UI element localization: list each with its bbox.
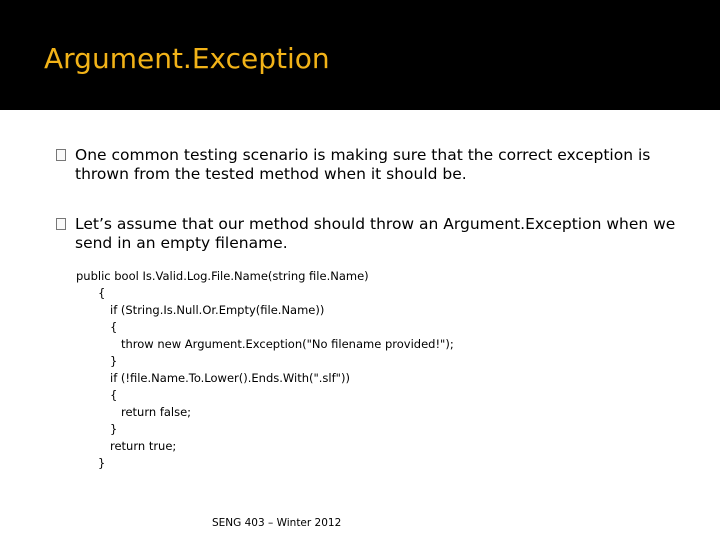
slide-title: Argument.Exception — [44, 42, 330, 75]
slide-footer: SENG 403 – Winter 2012 — [212, 517, 342, 529]
bullet-text-2: Let’s assume that our method should throw an Argument.Exception when we send in an empty filename. — [75, 215, 676, 252]
bullet-text-1: One common testing scenario is making sure that the correct exception is thrown from the tested method when it should be. — [75, 146, 651, 183]
code-line-6: } — [110, 354, 118, 368]
code-line-4: { — [110, 320, 118, 334]
code-block — [76, 268, 454, 472]
code-line-2: { — [98, 286, 106, 300]
code-line-11: return true; — [110, 439, 177, 453]
code-line-5: throw new Argument.Exception("No filename provided!"); — [121, 337, 454, 351]
code-line-7: if (!file.Name.To.Lower().Ends.With(".slf")) — [110, 371, 350, 385]
code-line-8: { — [110, 388, 118, 402]
code-line-12: } — [98, 456, 106, 470]
title-bar — [0, 0, 720, 110]
code-line-9: return false; — [121, 405, 192, 419]
code-line-10: } — [110, 422, 118, 436]
code-line-3: if (String.Is.Null.Or.Empty(file.Name)) — [110, 303, 325, 317]
bullet-square-icon — [56, 218, 66, 230]
bullet-square-icon — [56, 149, 66, 161]
code-line-1: public bool Is.Valid.Log.File.Name(string file.Name) — [76, 269, 369, 283]
